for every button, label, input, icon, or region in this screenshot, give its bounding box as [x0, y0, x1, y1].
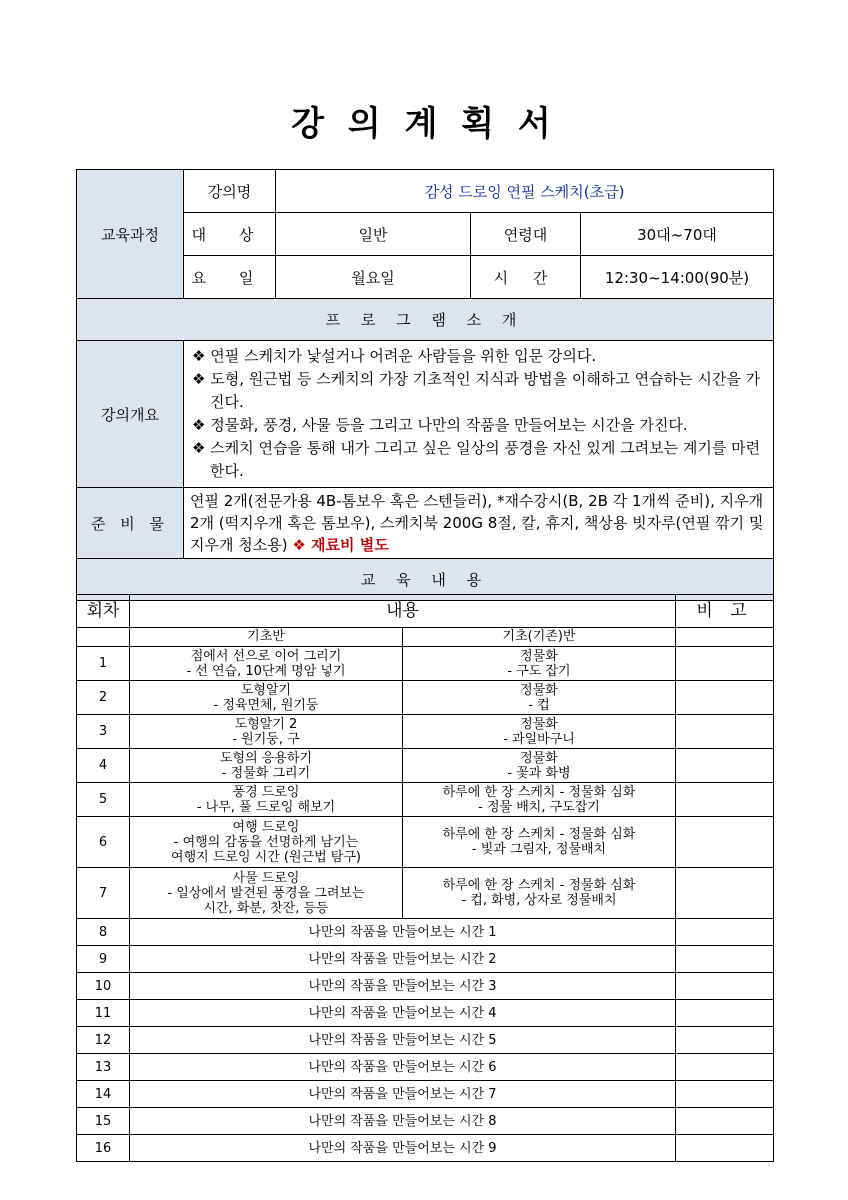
note-cell: [676, 1108, 774, 1135]
note-cell: [676, 1081, 774, 1108]
content-line: 도형알기: [240, 682, 292, 698]
content-line: - 꽃과 화병: [507, 765, 571, 781]
session-content: 나만의 작품을 만들어보는 시간 5: [130, 1027, 676, 1054]
table-row: [77, 1054, 774, 1081]
session-number: 15: [77, 1108, 130, 1135]
course-name: 감성 드로잉 연필 스케치(초급): [276, 170, 774, 213]
table-row: [77, 1135, 774, 1162]
note-cell: [676, 817, 774, 868]
session-number: 14: [77, 1081, 130, 1108]
document-title: 강 의 계 획 서: [291, 104, 557, 144]
content-line: 정물화: [520, 648, 558, 664]
content-line: 풍경 드로잉: [232, 784, 300, 800]
table-row: [77, 715, 774, 749]
content-line: 정물화: [520, 750, 558, 766]
session-number: 12: [77, 1027, 130, 1054]
note-cell: [676, 681, 774, 715]
empty-cell: [676, 628, 774, 647]
content-line: 도형의 응용하기: [219, 750, 313, 766]
note-cell: [676, 946, 774, 973]
overview-item: ❖ 연필 스케치가 낯설거나 어려운 사람들을 위한 입문 강의다.: [192, 347, 597, 365]
basic-class-content: [130, 783, 403, 817]
content-line: - 일상에서 발견된 풍경을 그려보는: [167, 885, 365, 901]
course-name-label: 강의명: [184, 170, 276, 213]
content-line: 여행 드로잉: [232, 819, 300, 835]
content-line: - 컵: [528, 697, 550, 713]
existing-class-content: [403, 817, 676, 868]
age-value: 30대~70대: [581, 213, 774, 256]
session-content: 나만의 작품을 만들어보는 시간 8: [130, 1108, 676, 1135]
note-cell: [676, 973, 774, 1000]
content-line: - 과일바구니: [503, 731, 575, 747]
note-cell: [676, 715, 774, 749]
supplies-text: 연필 2개(전문가용 4B-톰보우 혹은 스텐들러), *재수강시(B, 2B 각 1개씩 준비), 지우개 2개 (떡지우개 혹은 톰보우), 스케치북 200G 8절, 칼, 휴지, 책상용 빗자루(연필 깎기 및 지우개 청소용): [190, 492, 764, 554]
content-line: 도형알기 2: [234, 716, 298, 732]
overview-content: [184, 341, 774, 488]
course-info-table: [76, 169, 774, 601]
table-row: [77, 1000, 774, 1027]
existing-class-content: [403, 681, 676, 715]
table-row: [77, 1081, 774, 1108]
content-line: 하루에 한 장 스케치 - 정물화 심화: [442, 878, 636, 893]
table-row: [77, 647, 774, 681]
existing-class-content: [403, 749, 676, 783]
session-number: 7: [77, 868, 130, 919]
table-row: [77, 946, 774, 973]
note-cell: [676, 749, 774, 783]
supplies-content: [184, 488, 774, 559]
session-column-header: 회차: [77, 595, 130, 628]
session-number: 9: [77, 946, 130, 973]
schedule-table: [76, 594, 774, 1162]
note-cell: [676, 1054, 774, 1081]
existing-class-content: [403, 783, 676, 817]
content-column-header: 내용: [130, 595, 676, 628]
session-content: 나만의 작품을 만들어보는 시간 9: [130, 1135, 676, 1162]
content-line: 시간, 화분, 찻잔, 등등: [203, 900, 329, 916]
material-fee-note: ❖ 재료비 별도: [292, 536, 389, 554]
session-number: 5: [77, 783, 130, 817]
content-line: - 빛과 그림자, 정물배치: [471, 842, 607, 857]
basic-class-content: [130, 749, 403, 783]
session-content: 나만의 작품을 만들어보는 시간 7: [130, 1081, 676, 1108]
session-number: 2: [77, 681, 130, 715]
session-number: 13: [77, 1054, 130, 1081]
content-line: 하루에 한 장 스케치 - 정물화 심화: [442, 827, 636, 842]
course-section-label: 교육과정: [77, 170, 184, 299]
content-line: - 정육면체, 원기둥: [213, 697, 319, 713]
session-number: 16: [77, 1135, 130, 1162]
session-number: 3: [77, 715, 130, 749]
content-line: 정물화: [520, 716, 558, 732]
basic-class-content: [130, 817, 403, 868]
content-line: - 나무, 풀 드로잉 해보기: [196, 799, 336, 815]
overview-item: ❖ 도형, 원근법 등 스케치의 가장 기초적인 지식과 방법을 이해하고 연습하는 시간을 가진다.: [192, 370, 761, 411]
day-label: 요 일: [184, 256, 276, 299]
content-line: 여행지 드로잉 시간 (원근법 탐구): [171, 849, 361, 865]
session-number: 1: [77, 647, 130, 681]
content-line: 정물화: [520, 682, 558, 698]
existing-class-content: [403, 647, 676, 681]
existing-class-content: [403, 868, 676, 919]
session-number: 6: [77, 817, 130, 868]
session-number: 10: [77, 973, 130, 1000]
content-line: - 정물화 그리기: [221, 765, 311, 781]
content-line: - 정물 배치, 구도잡기: [478, 799, 600, 815]
content-line: - 컵, 화병, 상자로 정물배치: [461, 893, 617, 908]
content-line: - 원기둥, 구: [232, 731, 300, 747]
existing-class-header: 기초(기존)반: [403, 628, 676, 647]
session-content: 나만의 작품을 만들어보는 시간 6: [130, 1054, 676, 1081]
age-label: 연령대: [471, 213, 581, 256]
table-row: [77, 817, 774, 868]
content-line: 하루에 한 장 스케치 - 정물화 심화: [442, 784, 636, 800]
time-label: 시 간: [471, 256, 581, 299]
table-row: [77, 1027, 774, 1054]
note-cell: [676, 1135, 774, 1162]
session-content: 나만의 작품을 만들어보는 시간 1: [130, 919, 676, 946]
content-line: - 구도 잡기: [507, 663, 571, 679]
basic-class-content: [130, 868, 403, 919]
session-number: 4: [77, 749, 130, 783]
note-cell: [676, 868, 774, 919]
basic-class-content: [130, 715, 403, 749]
content-line: 점에서 선으로 이어 그리기: [190, 648, 342, 664]
content-line: 사물 드로잉: [232, 870, 300, 886]
session-content: 나만의 작품을 만들어보는 시간 3: [130, 973, 676, 1000]
table-row: [77, 1108, 774, 1135]
table-row: [77, 868, 774, 919]
target-value: 일반: [276, 213, 471, 256]
note-cell: [676, 1027, 774, 1054]
overview-item: ❖ 스케치 연습을 통해 내가 그리고 싶은 일상의 풍경을 자신 있게 그려보는 계기를 마련한다.: [192, 439, 761, 480]
basic-class-header: 기초반: [130, 628, 403, 647]
overview-label: 강의개요: [77, 341, 184, 488]
session-content: 나만의 작품을 만들어보는 시간 4: [130, 1000, 676, 1027]
overview-item: ❖ 정물화, 풍경, 사물 등을 그리고 나만의 작품을 만들어보는 시간을 가진다.: [192, 416, 688, 434]
session-content: 나만의 작품을 만들어보는 시간 2: [130, 946, 676, 973]
target-label: 대 상: [184, 213, 276, 256]
table-row: [77, 919, 774, 946]
note-cell: [676, 783, 774, 817]
table-row: [77, 681, 774, 715]
note-column-header: 비 고: [676, 595, 774, 628]
note-cell: [676, 1000, 774, 1027]
note-cell: [676, 919, 774, 946]
table-row: [77, 749, 774, 783]
basic-class-content: [130, 681, 403, 715]
program-intro-header: 프 로 그 램 소 개: [77, 299, 774, 341]
education-content-header: 교 육 내 용: [77, 559, 774, 601]
empty-cell: [77, 628, 130, 647]
supplies-label: 준 비 물: [77, 488, 184, 559]
session-number: 11: [77, 1000, 130, 1027]
time-value: 12:30~14:00(90분): [581, 256, 774, 299]
day-value: 월요일: [276, 256, 471, 299]
note-cell: [676, 647, 774, 681]
content-line: - 선 연습, 10단계 명암 넣기: [186, 663, 346, 679]
table-row: [77, 973, 774, 1000]
existing-class-content: [403, 715, 676, 749]
table-row: [77, 783, 774, 817]
content-line: - 여행의 감동을 선명하게 남기는: [173, 834, 359, 850]
session-number: 8: [77, 919, 130, 946]
basic-class-content: [130, 647, 403, 681]
